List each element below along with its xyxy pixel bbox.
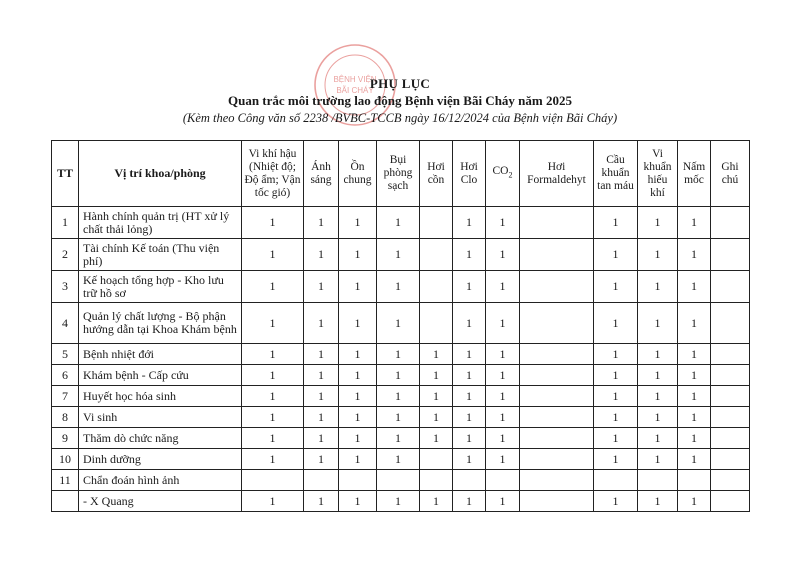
table-row [52,344,750,365]
cell-alcohol: 1 [420,491,453,512]
cell-dust: 1 [377,239,420,271]
cell-microclimate: 1 [242,365,304,386]
cell-noise: 1 [339,386,377,407]
cell-alcohol: 1 [420,386,453,407]
cell-fungi: 1 [678,303,711,344]
cell-light: 1 [304,365,339,386]
cell-fungi: 1 [678,365,711,386]
cell-light: 1 [304,303,339,344]
cell-microclimate: 1 [242,449,304,470]
cell-notes [711,386,750,407]
cell-tt: 5 [52,344,79,365]
cell-tt: 8 [52,407,79,428]
cell-formaldehyde [520,271,594,303]
cell-noise: 1 [339,344,377,365]
cell-co2: 1 [486,303,520,344]
cell-chlorine: 1 [453,428,486,449]
cell-co2: 1 [486,386,520,407]
cell-alcohol [420,303,453,344]
cell-notes [711,470,750,491]
cell-location: Quản lý chất lượng - Bộ phận hướng dẫn tại Khoa Khám bệnh [79,303,242,344]
cell-aerobic: 1 [638,344,678,365]
cell-alcohol [420,449,453,470]
cell-co2: 1 [486,344,520,365]
cell-alcohol: 1 [420,365,453,386]
col-header-microclimate: Vi khí hậu (Nhiệt độ; Độ ẩm; Vận tốc gió) [242,141,304,207]
cell-location: Dinh dưỡng [79,449,242,470]
cell-tt: 4 [52,303,79,344]
cell-formaldehyde [520,428,594,449]
cell-dust [377,470,420,491]
col-header-formaldehyde: Hơi Formaldehyt [520,141,594,207]
cell-tt: 2 [52,239,79,271]
cell-fungi: 1 [678,344,711,365]
cell-dust: 1 [377,344,420,365]
cell-dust: 1 [377,303,420,344]
cell-aerobic: 1 [638,365,678,386]
cell-chlorine: 1 [453,271,486,303]
cell-tt: 11 [52,470,79,491]
cell-location: Vi sinh [79,407,242,428]
cell-location: Huyết học hóa sinh [79,386,242,407]
cell-notes [711,207,750,239]
cell-aerobic: 1 [638,449,678,470]
cell-formaldehyde [520,449,594,470]
cell-dust: 1 [377,207,420,239]
cell-tt: 10 [52,449,79,470]
cell-location: Bệnh nhiệt đới [79,344,242,365]
col-header-alcohol: Hơi cồn [420,141,453,207]
cell-location: Tài chính Kế toán (Thu viện phí) [79,239,242,271]
cell-microclimate: 1 [242,344,304,365]
cell-formaldehyde [520,365,594,386]
cell-notes [711,344,750,365]
cell-co2: 1 [486,365,520,386]
cell-aerobic: 1 [638,407,678,428]
cell-location: Kế hoạch tổng hợp - Kho lưu trữ hồ sơ [79,271,242,303]
cell-noise [339,470,377,491]
cell-notes [711,428,750,449]
table-body [52,207,750,512]
cell-co2: 1 [486,207,520,239]
col-header-tt: TT [52,141,79,207]
cell-fungi: 1 [678,407,711,428]
document-subtitle: Quan trắc môi trường lao động Bệnh viện Bãi Cháy năm 2025 [227,93,572,108]
cell-formaldehyde [520,470,594,491]
cell-co2: 1 [486,407,520,428]
cell-noise: 1 [339,207,377,239]
table-row [52,239,750,271]
cell-co2: 1 [486,239,520,271]
cell-alcohol [420,271,453,303]
cell-chlorine: 1 [453,344,486,365]
cell-notes [711,303,750,344]
cell-tt [52,491,79,512]
cell-noise: 1 [339,303,377,344]
cell-light: 1 [304,344,339,365]
cell-light: 1 [304,428,339,449]
col-header-aerobic: Vi khuẩn hiếu khí [638,141,678,207]
cell-aerobic [638,470,678,491]
cell-chlorine: 1 [453,303,486,344]
cell-staph: 1 [594,344,638,365]
cell-formaldehyde [520,344,594,365]
col-header-noise: Ồn chung [339,141,377,207]
cell-dust: 1 [377,407,420,428]
cell-notes [711,365,750,386]
cell-co2 [486,470,520,491]
col-header-dust: Bụi phòng sạch [377,141,420,207]
cell-tt: 6 [52,365,79,386]
cell-aerobic: 1 [638,428,678,449]
table-row [52,491,750,512]
cell-light: 1 [304,207,339,239]
col-header-staph: Cầu khuẩn tan máu [594,141,638,207]
cell-staph [594,470,638,491]
cell-dust: 1 [377,491,420,512]
cell-alcohol: 1 [420,344,453,365]
cell-light [304,470,339,491]
cell-dust: 1 [377,449,420,470]
cell-alcohol: 1 [420,428,453,449]
cell-aerobic: 1 [638,207,678,239]
cell-staph: 1 [594,407,638,428]
cell-fungi: 1 [678,428,711,449]
cell-fungi: 1 [678,386,711,407]
cell-chlorine: 1 [453,386,486,407]
cell-tt: 1 [52,207,79,239]
cell-formaldehyde [520,386,594,407]
cell-dust: 1 [377,428,420,449]
cell-staph: 1 [594,449,638,470]
document-title: PHỤ LỤC [369,76,431,91]
cell-fungi: 1 [678,207,711,239]
table-row [52,407,750,428]
cell-staph: 1 [594,428,638,449]
cell-fungi: 1 [678,491,711,512]
cell-noise: 1 [339,365,377,386]
cell-noise: 1 [339,449,377,470]
svg-text:BÃI CHÁY: BÃI CHÁY [336,86,374,95]
cell-chlorine: 1 [453,207,486,239]
cell-alcohol [420,239,453,271]
cell-dust: 1 [377,386,420,407]
cell-location: Hành chính quản trị (HT xử lý chất thải lỏng) [79,207,242,239]
cell-light: 1 [304,239,339,271]
cell-location: Thăm dò chức năng [79,428,242,449]
col-header-chlorine: Hơi Clo [453,141,486,207]
cell-formaldehyde [520,239,594,271]
cell-aerobic: 1 [638,239,678,271]
col-header-notes: Ghi chú [711,141,750,207]
cell-aerobic: 1 [638,271,678,303]
cell-light: 1 [304,491,339,512]
cell-noise: 1 [339,407,377,428]
table-row [52,449,750,470]
table-row [52,303,750,344]
cell-fungi [678,470,711,491]
cell-aerobic: 1 [638,303,678,344]
cell-noise: 1 [339,239,377,271]
cell-notes [711,239,750,271]
cell-microclimate: 1 [242,303,304,344]
table-row [52,271,750,303]
cell-microclimate: 1 [242,239,304,271]
cell-chlorine: 1 [453,239,486,271]
cell-staph: 1 [594,239,638,271]
cell-staph: 1 [594,207,638,239]
cell-tt: 3 [52,271,79,303]
cell-location: - X Quang [79,491,242,512]
cell-microclimate: 1 [242,491,304,512]
cell-chlorine [453,470,486,491]
cell-formaldehyde [520,303,594,344]
cell-co2: 1 [486,271,520,303]
document-reference: (Kèm theo Công văn số 2238 /BVBC-TCCB ngày 16/12/2024 của Bệnh viện Bãi Cháy) [182,111,618,125]
cell-microclimate: 1 [242,407,304,428]
cell-dust: 1 [377,365,420,386]
cell-chlorine: 1 [453,365,486,386]
cell-formaldehyde [520,407,594,428]
cell-staph: 1 [594,386,638,407]
cell-light: 1 [304,449,339,470]
table-row [52,428,750,449]
cell-alcohol [420,207,453,239]
cell-location: Khám bệnh - Cấp cứu [79,365,242,386]
cell-fungi: 1 [678,449,711,470]
col-header-location: Vị trí khoa/phòng [79,141,242,207]
col-header-light: Ánh sáng [304,141,339,207]
cell-fungi: 1 [678,239,711,271]
cell-microclimate: 1 [242,428,304,449]
table-row [52,386,750,407]
cell-notes [711,449,750,470]
cell-formaldehyde [520,207,594,239]
table-row [52,365,750,386]
cell-alcohol [420,470,453,491]
cell-microclimate: 1 [242,386,304,407]
cell-dust: 1 [377,271,420,303]
cell-co2: 1 [486,428,520,449]
cell-staph: 1 [594,271,638,303]
cell-formaldehyde [520,491,594,512]
cell-notes [711,491,750,512]
cell-co2: 1 [486,491,520,512]
svg-text:BỆNH VIỆN: BỆNH VIỆN [333,75,377,84]
cell-fungi: 1 [678,271,711,303]
cell-alcohol: 1 [420,407,453,428]
cell-chlorine: 1 [453,491,486,512]
co2-subscript: 2 [508,170,513,180]
co2-label: CO [492,165,509,178]
cell-staph: 1 [594,491,638,512]
cell-tt: 7 [52,386,79,407]
cell-noise: 1 [339,491,377,512]
cell-aerobic: 1 [638,491,678,512]
monitoring-table [51,140,750,512]
cell-microclimate: 1 [242,271,304,303]
cell-staph: 1 [594,303,638,344]
cell-noise: 1 [339,428,377,449]
cell-noise: 1 [339,271,377,303]
cell-location: Chẩn đoán hình ảnh [79,470,242,491]
cell-microclimate: 1 [242,207,304,239]
cell-notes [711,271,750,303]
cell-light: 1 [304,386,339,407]
col-header-fungi: Nấm mốc [678,141,711,207]
col-header-co2 [486,141,520,207]
cell-tt: 9 [52,428,79,449]
cell-light: 1 [304,271,339,303]
cell-co2: 1 [486,449,520,470]
table-header-row [52,141,750,207]
cell-chlorine: 1 [453,407,486,428]
cell-chlorine: 1 [453,449,486,470]
table-row [52,207,750,239]
cell-microclimate [242,470,304,491]
cell-light: 1 [304,407,339,428]
cell-notes [711,407,750,428]
cell-staph: 1 [594,365,638,386]
table-row [52,470,750,491]
cell-aerobic: 1 [638,386,678,407]
